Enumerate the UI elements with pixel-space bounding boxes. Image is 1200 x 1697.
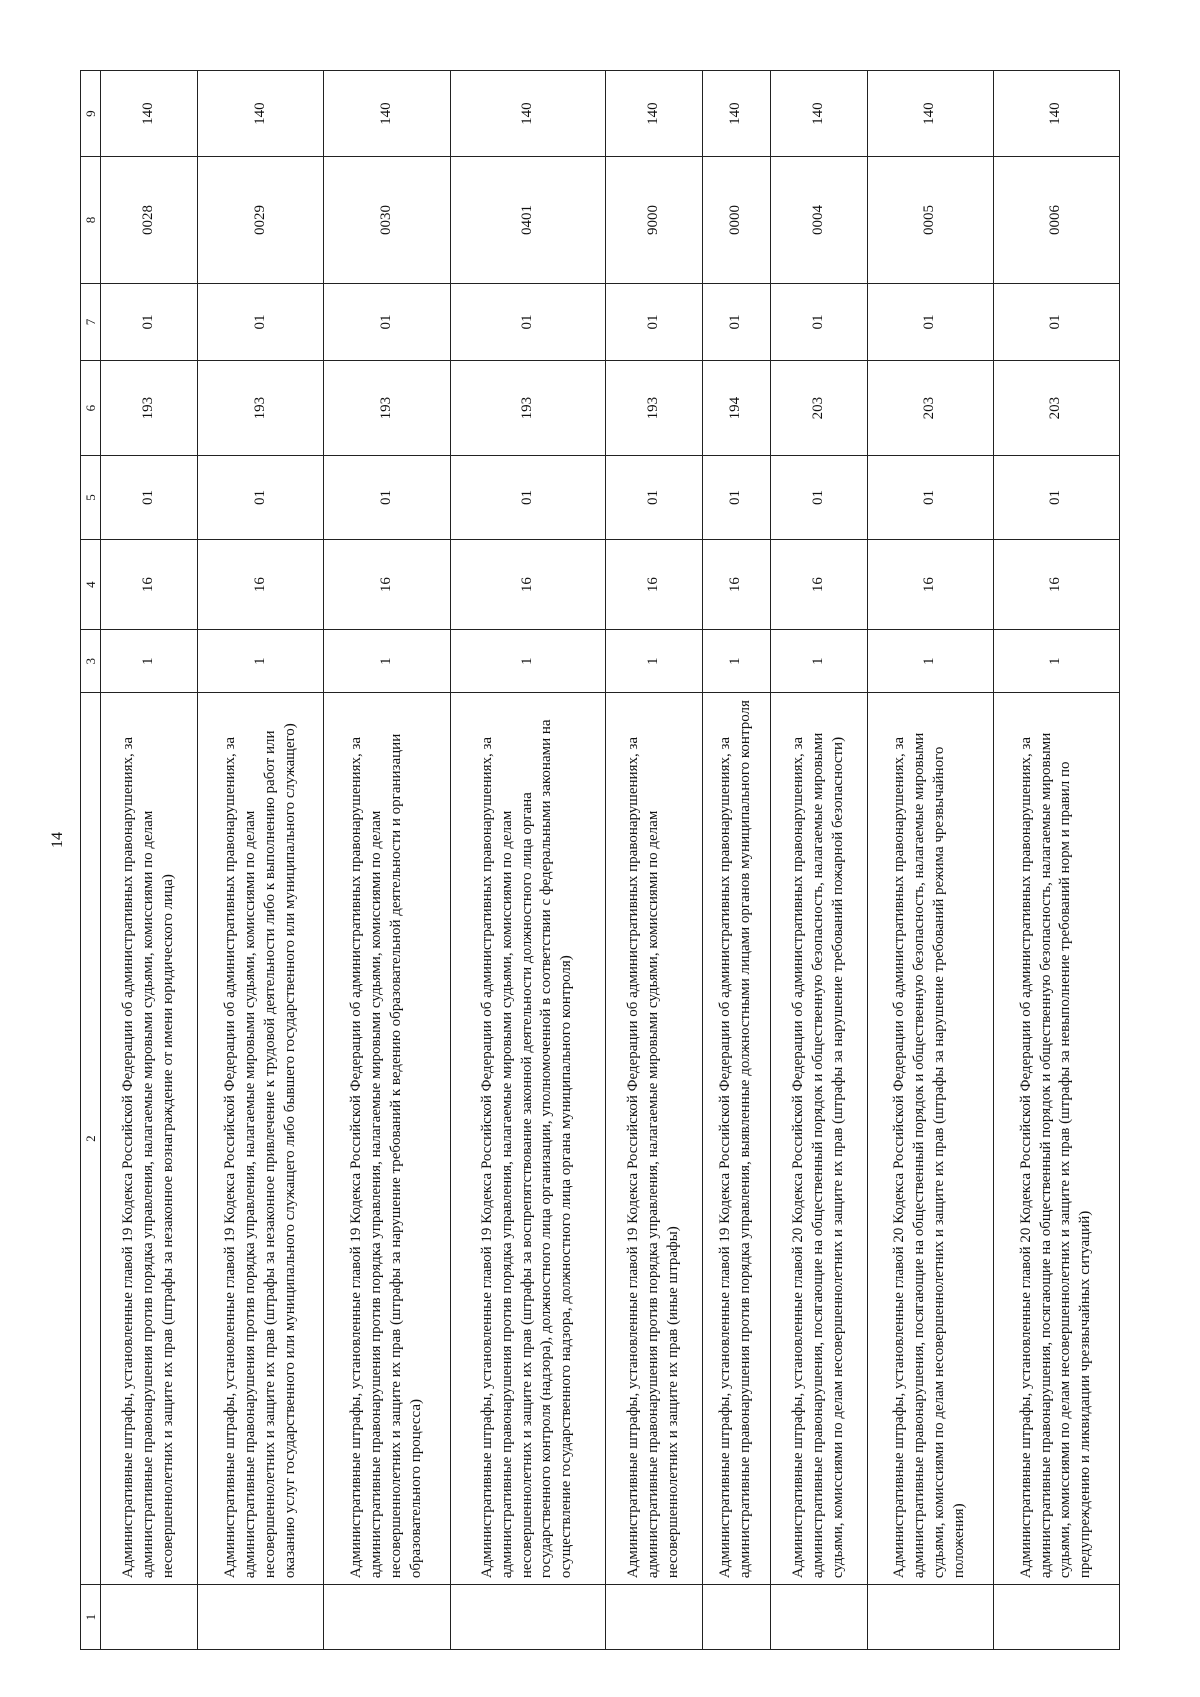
row-code-cell (101, 1585, 198, 1650)
code-cell: 193 (101, 361, 198, 456)
code-cell: 01 (770, 455, 867, 539)
code-cell: 1 (450, 630, 605, 693)
code-cell: 194 (702, 361, 770, 456)
code-cell: 1 (702, 630, 770, 693)
row-code-cell (770, 1585, 867, 1650)
code-cell: 16 (450, 539, 605, 629)
code-cell: 16 (198, 539, 324, 629)
code-cell: 140 (101, 71, 198, 157)
code-cell: 193 (198, 361, 324, 456)
code-cell: 01 (101, 455, 198, 539)
page-number (48, 820, 68, 860)
code-cell: 193 (324, 361, 450, 456)
code-cell: 01 (605, 455, 702, 539)
code-cell: 140 (324, 71, 450, 157)
code-cell: 140 (993, 71, 1119, 157)
code-cell: 140 (198, 71, 324, 157)
code-cell: 01 (993, 283, 1119, 361)
code-cell: 0006 (993, 157, 1119, 284)
code-cell: 16 (605, 539, 702, 629)
code-cell: 140 (450, 71, 605, 157)
row-description: Административные штрафы, установленные главой 19 Кодекса Российской Федерации об административных правонарушениях, за административные правонарушения против порядка управления, налагаемые мировыми судьями, комиссиями по делам несовершеннолетних и защите их прав (иные штрафы) (605, 693, 702, 1585)
column-number: 3 (81, 630, 101, 693)
row-code-cell (450, 1585, 605, 1650)
code-cell: 01 (702, 455, 770, 539)
code-cell: 01 (770, 283, 867, 361)
code-cell: 01 (198, 283, 324, 361)
code-cell: 16 (324, 539, 450, 629)
code-cell: 01 (605, 283, 702, 361)
table-row (605, 71, 702, 1650)
code-cell: 01 (101, 283, 198, 361)
code-cell: 0030 (324, 157, 450, 284)
code-cell: 01 (993, 455, 1119, 539)
code-cell: 16 (101, 539, 198, 629)
column-number-row (81, 71, 101, 1650)
column-number: 4 (81, 539, 101, 629)
row-description: Административные штрафы, установленные главой 20 Кодекса Российской Федерации об административных правонарушениях, за административные правонарушения, посягающие на общественный порядок и общественную безопасность, налагаемые мировыми судьями, комиссиями по делам несовершеннолетних и защите их прав (штрафы за нарушение требований режима чрезвычайного положения) (867, 693, 993, 1585)
row-description: Административные штрафы, установленные главой 19 Кодекса Российской Федерации об административных правонарушениях, за административные правонарушения против порядка управления, налагаемые мировыми судьями, комиссиями по делам несовершеннолетних и защите их прав (штрафы за незаконное вознаграждение от имени юридического лица) (101, 693, 198, 1585)
row-code-cell (605, 1585, 702, 1650)
code-cell: 140 (867, 71, 993, 157)
row-description: Административные штрафы, установленные главой 20 Кодекса Российской Федерации об административных правонарушениях, за административные правонарушения, посягающие на общественный порядок и общественную безопасность, налагаемые мировыми судьями, комиссиями по делам несовершеннолетних и защите их прав (штрафы за невыполнение требований норм и правил по предупреждению и ликвидации чрезвычайных ситуаций) (993, 693, 1119, 1585)
rotated-page (80, 70, 1120, 1650)
table-row (450, 71, 605, 1650)
code-cell: 01 (450, 283, 605, 361)
code-cell: 01 (324, 455, 450, 539)
code-cell: 0028 (101, 157, 198, 284)
code-cell: 140 (605, 71, 702, 157)
column-number: 7 (81, 283, 101, 361)
budget-classification-table (80, 70, 1120, 1650)
code-cell: 01 (867, 455, 993, 539)
page-number-text: 14 (49, 832, 66, 848)
table-row (198, 71, 324, 1650)
code-cell: 193 (605, 361, 702, 456)
code-cell: 1 (993, 630, 1119, 693)
code-cell: 203 (770, 361, 867, 456)
row-description: Административные штрафы, установленные главой 20 Кодекса Российской Федерации об административных правонарушениях, за административные правонарушения, посягающие на общественный порядок и общественную безопасность, налагаемые мировыми судьями, комиссиями по делам несовершеннолетних и защите их прав (штрафы за нарушение требований пожарной безопасности) (770, 693, 867, 1585)
code-cell: 0005 (867, 157, 993, 284)
row-code-cell (993, 1585, 1119, 1650)
code-cell: 0000 (702, 157, 770, 284)
code-cell: 140 (770, 71, 867, 157)
row-code-cell (867, 1585, 993, 1650)
code-cell: 1 (770, 630, 867, 693)
code-cell: 0004 (770, 157, 867, 284)
code-cell: 1 (605, 630, 702, 693)
code-cell: 01 (867, 283, 993, 361)
row-description: Административные штрафы, установленные главой 19 Кодекса Российской Федерации об административных правонарушениях, за административные правонарушения против порядка управления, налагаемые мировыми судьями, комиссиями по делам несовершеннолетних и защите их прав (штрафы за незаконное привлечение к трудовой деятельности либо к выполнению работ или оказанию услуг государственного или муниципального служащего либо бывшего государственного или муниципального служащего) (198, 693, 324, 1585)
code-cell: 01 (198, 455, 324, 539)
code-cell: 16 (770, 539, 867, 629)
code-cell: 01 (324, 283, 450, 361)
row-code-cell (198, 1585, 324, 1650)
row-description: Административные штрафы, установленные главой 19 Кодекса Российской Федерации об административных правонарушениях, за административные правонарушения против порядка управления, налагаемые мировыми судьями, комиссиями по делам несовершеннолетних и защите их прав (штрафы за воспрепятствование законной деятельности должностного лица органа государственного контроля (надзора), должностного лица организации, уполномоченной в соответствии с федеральными законами на осуществление государственного надзора, должностного лица органа муниципального контроля) (450, 693, 605, 1585)
code-cell: 16 (702, 539, 770, 629)
code-cell: 203 (993, 361, 1119, 456)
code-cell: 0401 (450, 157, 605, 284)
column-number: 8 (81, 157, 101, 284)
code-cell: 203 (867, 361, 993, 456)
column-number: 2 (81, 693, 101, 1585)
row-description: Административные штрафы, установленные главой 19 Кодекса Российской Федерации об административных правонарушениях, за административные правонарушения против порядка управления, налагаемые мировыми судьями, комиссиями по делам несовершеннолетних и защите их прав (штрафы за нарушение требований к ведению образовательной деятельности и организации образовательного процесса) (324, 693, 450, 1585)
code-cell: 01 (450, 455, 605, 539)
code-cell: 1 (198, 630, 324, 693)
table-row (101, 71, 198, 1650)
column-number: 6 (81, 361, 101, 456)
code-cell: 0029 (198, 157, 324, 284)
column-number: 5 (81, 455, 101, 539)
table-row (702, 71, 770, 1650)
code-cell: 140 (702, 71, 770, 157)
rotated-content (80, 70, 1120, 1650)
column-number: 9 (81, 71, 101, 157)
row-code-cell (324, 1585, 450, 1650)
row-code-cell (702, 1585, 770, 1650)
code-cell: 1 (324, 630, 450, 693)
column-number: 1 (81, 1585, 101, 1650)
table-row (993, 71, 1119, 1650)
code-cell: 16 (867, 539, 993, 629)
table-row (770, 71, 867, 1650)
code-cell: 16 (993, 539, 1119, 629)
code-cell: 1 (101, 630, 198, 693)
table-row (324, 71, 450, 1650)
code-cell: 9000 (605, 157, 702, 284)
row-description: Административные штрафы, установленные главой 19 Кодекса Российской Федерации об административных правонарушениях, за административные правонарушения против порядка управления, выявленные должностными лицами органов муниципального контроля (702, 693, 770, 1585)
code-cell: 01 (702, 283, 770, 361)
table-row (867, 71, 993, 1650)
code-cell: 1 (867, 630, 993, 693)
code-cell: 193 (450, 361, 605, 456)
